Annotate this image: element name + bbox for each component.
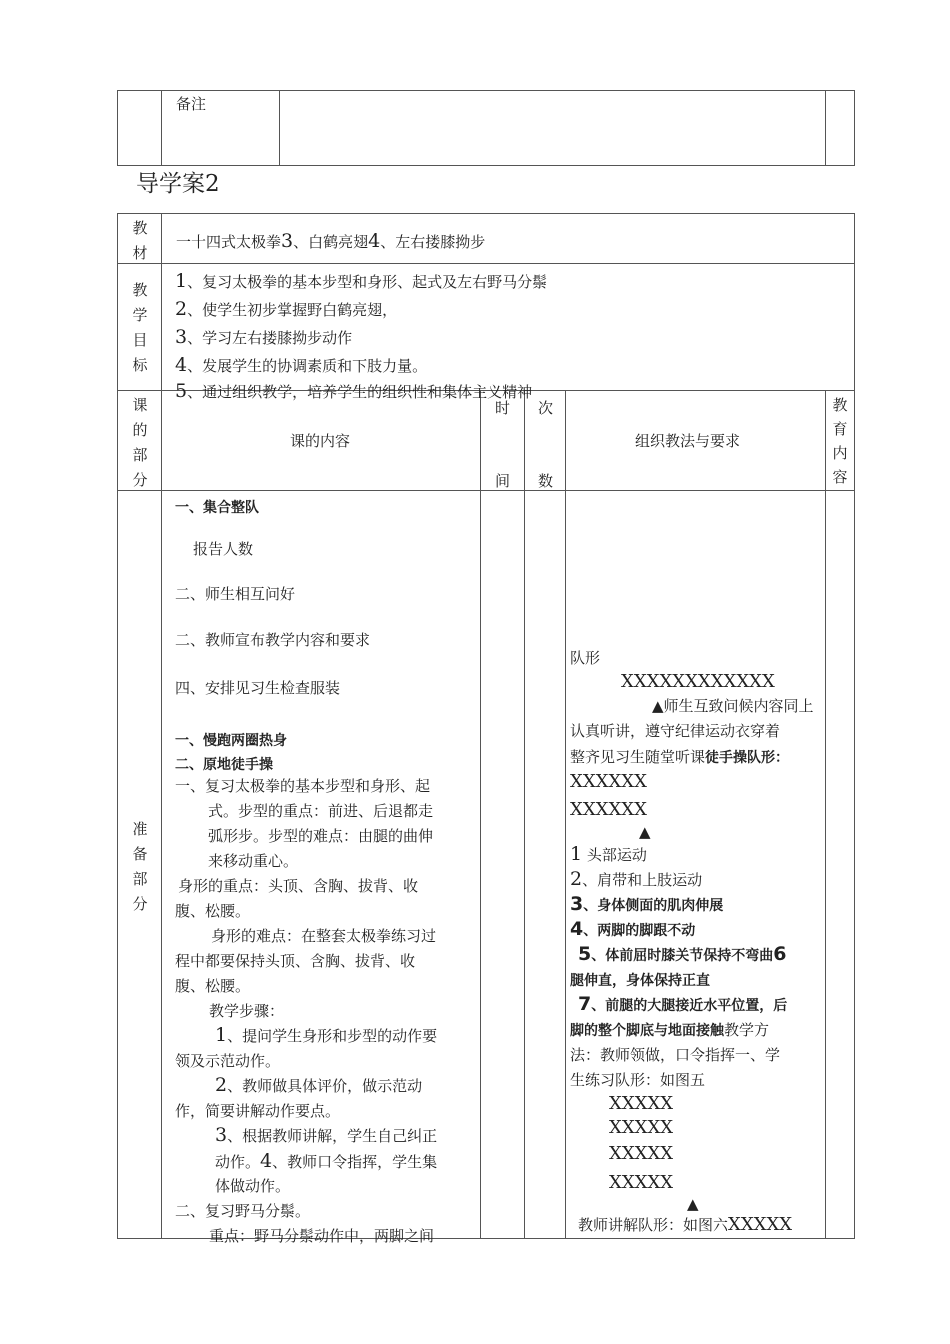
- method-line: 腿伸直，身体保持正直: [570, 973, 710, 989]
- content-line: 二、教师宣布教学内容和要求: [175, 631, 371, 649]
- content-line: 领及示范动作。: [175, 1052, 281, 1070]
- method-line: 5、体前屈时膝关节保持不弯曲6: [578, 943, 787, 965]
- material-num1: 3: [281, 230, 294, 252]
- content-line: 一、慢跑两圈热身: [175, 733, 287, 749]
- col-divider: [480, 390, 481, 1239]
- material-part3: 、左右搂膝拗步: [380, 233, 486, 251]
- content-line: 二、原地徒手操: [175, 757, 273, 773]
- col-divider: [524, 390, 525, 1239]
- method-line: 认真听讲，遵守纪律运动衣穿着: [570, 722, 781, 740]
- prep-content: [162, 491, 480, 1245]
- edu-header: 教育内容: [832, 396, 848, 486]
- col-divider: [825, 390, 826, 1239]
- top-table-divider: [825, 90, 826, 166]
- content-line: 一、复习太极拳的基本步型和身形、起: [175, 777, 431, 795]
- method-line: ▲: [639, 823, 651, 841]
- content-line: 腹、松腰。: [175, 902, 251, 920]
- method-line: ▲师生互致问候内容同上: [652, 697, 814, 715]
- method-line: 法：教师领做，口令指挥一、学: [570, 1046, 781, 1064]
- content-line: 身形的重点：头顶、含胸、拔背、收: [178, 877, 419, 895]
- top-table: [117, 90, 855, 166]
- content-line: 作，简要讲解动作要点。: [175, 1102, 341, 1120]
- content-line: 3、根据教师讲解，学生自己纠正: [215, 1124, 438, 1146]
- method-line: XXXXX: [609, 1172, 674, 1193]
- method-line: 生练习队形：如图五: [570, 1071, 706, 1089]
- content-line: 四、安排见习生检查服装: [175, 679, 341, 697]
- objective-item: 2、使学生初步掌握野白鹤亮翅，: [175, 298, 398, 320]
- method-header: 组织教法与要求: [635, 432, 741, 450]
- content-line: 来移动重心。: [208, 852, 299, 870]
- material-part1: 一十四式太极拳: [176, 233, 282, 251]
- material-num2: 4: [368, 230, 381, 252]
- objectives-list: [162, 264, 852, 402]
- objective-item: 5、通过组织教学，培养学生的组织性和集体主义精神: [175, 380, 533, 402]
- part-header: 课的部分: [132, 396, 148, 489]
- material-part2: 、白鹤亮翅: [293, 233, 369, 251]
- content-line: 教学步骤：: [209, 1002, 285, 1020]
- page-title: 导学案2: [136, 171, 220, 197]
- content-line: 式。步型的重点：前进、后退都走: [208, 802, 434, 820]
- method-line: 整齐见习生随堂听课徒手操队形：: [570, 748, 790, 766]
- method-line: XXXXX: [609, 1117, 674, 1138]
- objective-item: 3、学习左右搂膝拗步动作: [175, 326, 353, 348]
- method-line: 教师讲解队形：如图六XXXXX: [578, 1214, 793, 1235]
- method-line: XXXXXX: [570, 771, 647, 792]
- method-line: XXXXX: [609, 1143, 674, 1164]
- content-line: 2、教师做具体评价，做示范动: [215, 1074, 423, 1096]
- objective-item: 4、发展学生的协调素质和下肢力量。: [175, 354, 428, 376]
- content-header: 课的内容: [290, 432, 351, 450]
- objective-item: 1、复习太极拳的基本步型和身形、起式及左右野马分鬃: [175, 270, 548, 292]
- content-line: 程中都要保持头顶、含胸、拔背、收: [175, 952, 416, 970]
- objectives-label: 教学目标: [132, 281, 148, 374]
- content-line: 一、集合整队: [175, 500, 259, 516]
- top-table-divider: [161, 90, 162, 166]
- method-line: 队形: [570, 649, 601, 667]
- method-line: 4、两脚的脚跟不动: [570, 918, 696, 940]
- remark-label: 备注: [176, 95, 207, 113]
- method-line: XXXXXXXXXXXX: [621, 671, 775, 692]
- time-header: 时: [495, 399, 511, 417]
- material-label: 教材: [132, 219, 148, 262]
- prep-method: [566, 491, 825, 1238]
- time-header-2: 间: [495, 472, 511, 490]
- method-line: 脚的整个脚底与地面接触教学方: [570, 1021, 770, 1039]
- top-table-divider: [279, 90, 280, 166]
- count-header: 次: [538, 399, 554, 417]
- prep-label: 准备部分: [132, 820, 148, 913]
- content-line: 身形的难点：在整套太极拳练习过: [211, 927, 437, 945]
- content-line: 报告人数: [193, 540, 254, 558]
- method-line: 7、前腿的大腿接近水平位置，后: [578, 993, 788, 1015]
- content-line: 二、复习野马分鬃。: [175, 1202, 311, 1220]
- method-line: 1 头部运动: [570, 843, 647, 865]
- content-line: 腹、松腰。: [175, 977, 251, 995]
- content-line: 1、提问学生身形和步型的动作要: [215, 1024, 438, 1046]
- content-line: 体做动作。: [215, 1177, 291, 1195]
- content-line: 动作。4、教师口令指挥，学生集: [215, 1150, 438, 1172]
- count-header-2: 数: [538, 472, 554, 490]
- content-line: 二、师生相互问好: [175, 585, 296, 603]
- content-line: 重点：野马分鬃动作中，两脚之间: [209, 1227, 435, 1245]
- method-line: 3、身体侧面的肌肉伸展: [570, 893, 724, 915]
- method-line: ▲: [687, 1195, 699, 1213]
- method-line: XXXXXX: [570, 799, 647, 820]
- method-line: 2、肩带和上肢运动: [570, 868, 703, 890]
- content-line: 弧形步。步型的难点：由腿的曲伸: [208, 827, 434, 845]
- material-content: [176, 232, 485, 251]
- method-line: XXXXX: [609, 1093, 674, 1114]
